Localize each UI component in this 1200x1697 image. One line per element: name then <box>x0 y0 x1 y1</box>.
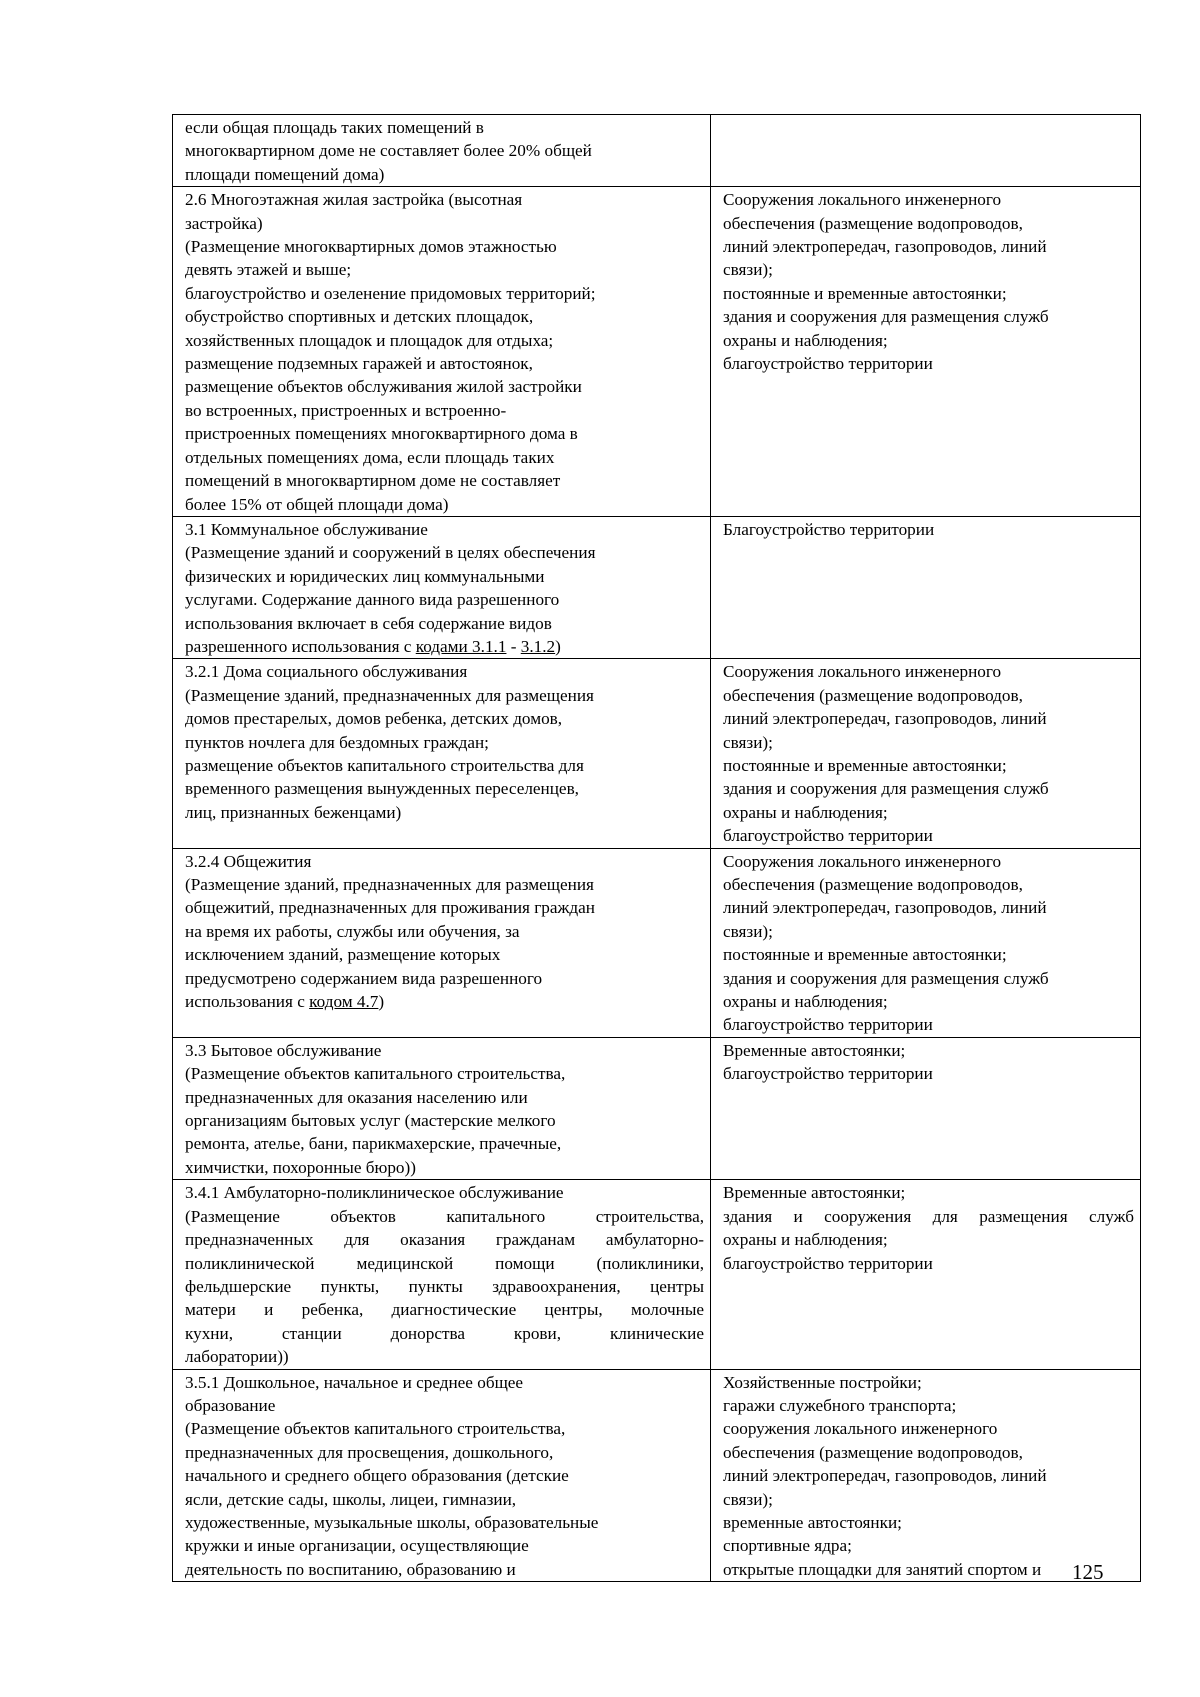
auxiliary-use-cell <box>711 848 1141 1037</box>
cell-text-line: благоустройство территории <box>723 354 933 374</box>
cell-text-line: открытые площадки для занятий спортом и <box>723 1559 1042 1579</box>
cell-text-line: постоянные и временные автостоянки; <box>723 283 1007 303</box>
land-use-type-cell <box>173 187 711 517</box>
cell-text-fragment: разрешенного использования с <box>185 636 416 656</box>
cell-text-line: поликлинической медицинской помощи (поликлиники, <box>185 1253 704 1273</box>
cell-text-line: временного размещения вынужденных переселенцев, <box>185 779 579 799</box>
cell-text-line: девять этажей и выше; <box>185 260 352 280</box>
cell-text-fragment: ) <box>378 992 385 1012</box>
cell-text-line: охраны и наблюдения; <box>723 992 888 1012</box>
cell-text-line: деятельность по воспитанию, образованию и <box>185 1559 516 1579</box>
cell-text-fragment: - <box>506 636 521 656</box>
table-row <box>173 659 1141 848</box>
auxiliary-use-cell <box>711 1037 1141 1179</box>
cell-text-line: здания и сооружения для размещения служб <box>723 968 1049 988</box>
cell-text-line: предназначенных для просвещения, дошкольного, <box>185 1442 554 1462</box>
cell-text-line: 3.5.1 Дошкольное, начальное и среднее общее <box>185 1372 524 1392</box>
cell-text-line: пунктов ночлега для бездомных граждан; <box>185 732 489 752</box>
cell-text-line: обеспечения (размещение водопроводов, <box>723 1442 1023 1462</box>
cell-text-line: 3.4.1 Амбулаторно-поликлиническое обслуживание <box>185 1183 564 1203</box>
cell-text-line: если общая площадь таких помещений в <box>185 118 484 137</box>
land-use-type-cell <box>173 848 711 1037</box>
cell-text-line: домов престарелых, домов ребенка, детских домов, <box>185 709 563 729</box>
cell-text-line: благоустройство территории <box>723 1064 933 1084</box>
auxiliary-use-cell <box>711 1180 1141 1369</box>
cell-text-line: Хозяйственные постройки; <box>723 1372 922 1392</box>
cell-text-line: гаражи служебного транспорта; <box>723 1395 957 1415</box>
cell-text-fragment: использования с <box>185 992 310 1012</box>
cell-text-line: (Размещение объектов капитального строительства, <box>185 1064 566 1084</box>
cell-text-line: обеспечения (размещение водопроводов, <box>723 875 1023 894</box>
cell-text-line: линий электропередач, газопроводов, линий <box>723 1466 1047 1486</box>
cell-text-line: предназначенных для оказания населению или <box>185 1087 528 1107</box>
cell-text-line: на время их работы, службы или обучения, за <box>185 921 520 941</box>
cell-text-line: во встроенных, пристроенных и встроенно- <box>185 400 507 420</box>
land-use-type-cell <box>173 516 711 658</box>
cell-text-line: благоустройство территории <box>723 1253 933 1273</box>
code-reference-link[interactable]: кодом 4.7 <box>309 992 379 1012</box>
cell-text-line: матери и ребенка, диагностические центры, молочные <box>185 1300 704 1320</box>
land-use-type-cell <box>173 1180 711 1369</box>
table-body <box>173 115 1141 1582</box>
cell-text-line: общежитий, предназначенных для проживания граждан <box>185 898 595 918</box>
cell-text-line: 2.6 Многоэтажная жилая застройка (высотная <box>185 190 523 210</box>
cell-text-line: размещение подземных гаражей и автостоянок, <box>185 354 533 374</box>
table-row <box>173 115 1141 187</box>
cell-text-line: здания и сооружения для размещения служб <box>723 1206 1134 1226</box>
cell-text-line: химчистки, похоронные бюро)) <box>185 1157 416 1177</box>
auxiliary-use-cell <box>711 659 1141 848</box>
cell-text-line: Временные автостоянки; <box>723 1040 906 1060</box>
cell-text-line: фельдшерские пункты, пункты здравоохранения, центры <box>185 1276 704 1296</box>
cell-text-line: застройка) <box>185 213 263 233</box>
cell-text-line: 3.1 Коммунальное обслуживание <box>185 519 428 539</box>
cell-text-line: постоянные и временные автостоянки; <box>723 945 1007 965</box>
cell-text-line: образование <box>185 1395 276 1415</box>
cell-text-line: помещений в многоквартирном доме не составляет <box>185 471 561 491</box>
regulations-table <box>172 114 1141 1582</box>
cell-text-line: хозяйственных площадок и площадок для отдыха; <box>185 330 554 350</box>
cell-text-line: спортивные ядра; <box>723 1536 852 1556</box>
cell-text-line: благоустройство и озеленение придомовых территорий; <box>185 283 596 303</box>
cell-text-line <box>185 635 704 658</box>
cell-text-line: кружки и иные организации, осуществляющие <box>185 1536 529 1556</box>
cell-text-line: 3.2.1 Дома социального обслуживания <box>185 662 468 682</box>
cell-text-fragment: ) <box>555 636 561 656</box>
cell-text-line <box>185 990 704 1013</box>
cell-text-line: многоквартирном доме не составляет более 20% общей <box>185 141 592 161</box>
table-row <box>173 1180 1141 1369</box>
cell-text-line: охраны и наблюдения; <box>723 330 888 350</box>
land-use-type-cell <box>173 659 711 848</box>
code-reference-link[interactable]: 3.1.2 <box>520 636 556 656</box>
cell-text-line: пристроенных помещениях многоквартирного дома в <box>185 424 578 444</box>
cell-text-line: охраны и наблюдения; <box>723 802 888 822</box>
cell-text-line: постоянные и временные автостоянки; <box>723 755 1007 775</box>
cell-text-line: обеспечения (размещение водопроводов, <box>723 213 1023 233</box>
auxiliary-use-cell <box>711 115 1141 187</box>
table-row <box>173 1037 1141 1179</box>
cell-text-line: линий электропередач, газопроводов, линий <box>723 237 1047 257</box>
cell-text-line: Благоустройство территории <box>723 519 935 539</box>
cell-text-line: ремонта, ателье, бани, парикмахерские, прачечные, <box>185 1134 562 1154</box>
cell-text-line: начального и среднего общего образования (детские <box>185 1466 569 1486</box>
page-number: 125 <box>1072 1560 1104 1584</box>
cell-text-line: (Размещение зданий, предназначенных для размещения <box>185 685 594 705</box>
cell-text-line: линий электропередач, газопроводов, линий <box>723 898 1047 918</box>
cell-text-line: связи); <box>723 921 773 941</box>
cell-text-line: площади помещений дома) <box>185 164 385 184</box>
cell-text-line: 3.2.4 Общежития <box>185 851 312 871</box>
cell-text-line: кухни, станции донорства крови, клинические <box>185 1323 704 1343</box>
cell-text-line: более 15% от общей площади дома) <box>185 494 449 514</box>
cell-text-line: здания и сооружения для размещения служб <box>723 779 1049 799</box>
cell-text-line: (Размещение зданий, предназначенных для размещения <box>185 875 594 894</box>
cell-text-line: обеспечения (размещение водопроводов, <box>723 685 1023 705</box>
auxiliary-use-cell <box>711 516 1141 658</box>
cell-text-line: художественные, музыкальные школы, образовательные <box>185 1512 599 1532</box>
auxiliary-use-cell <box>711 1369 1141 1582</box>
cell-text-line: благоустройство территории <box>723 826 933 846</box>
cell-text-line: Временные автостоянки; <box>723 1183 906 1203</box>
cell-text-line: сооружения локального инженерного <box>723 1419 998 1439</box>
cell-text-line: организациям бытовых услуг (мастерские мелкого <box>185 1111 556 1131</box>
cell-text-line: размещение объектов капитального строительства для <box>185 755 584 775</box>
cell-text-line: услугами. Содержание данного вида разрешенного <box>185 590 560 610</box>
auxiliary-use-cell <box>711 187 1141 517</box>
cell-text-line: 3.3 Бытовое обслуживание <box>185 1040 382 1060</box>
cell-text-line: связи); <box>723 260 773 280</box>
table-row <box>173 848 1141 1037</box>
cell-text-line: предназначенных для оказания гражданам амбулаторно- <box>185 1230 704 1250</box>
cell-text-line: лаборатории)) <box>185 1347 289 1367</box>
cell-text-line: временные автостоянки; <box>723 1512 902 1532</box>
cell-text-line: Сооружения локального инженерного <box>723 662 1002 682</box>
cell-text-line: (Размещение зданий и сооружений в целях обеспечения <box>185 543 596 563</box>
cell-text-line: обустройство спортивных и детских площадок, <box>185 307 534 327</box>
cell-text-line: благоустройство территории <box>723 1015 933 1035</box>
code-reference-link[interactable]: кодами 3.1.1 <box>415 636 507 656</box>
cell-text-line: отдельных помещениях дома, если площадь таких <box>185 447 555 467</box>
cell-text-line: (Размещение объектов капитального строительства, <box>185 1419 566 1439</box>
cell-text-line: Сооружения локального инженерного <box>723 851 1002 871</box>
cell-text-line: ясли, детские сады, школы, лицеи, гимназии, <box>185 1489 517 1509</box>
cell-text-line: связи); <box>723 1489 773 1509</box>
land-use-type-cell <box>173 115 711 187</box>
cell-text-line: Сооружения локального инженерного <box>723 190 1002 210</box>
table-row <box>173 516 1141 658</box>
cell-text-line: линий электропередач, газопроводов, линий <box>723 709 1047 729</box>
cell-text-line: использования включает в себя содержание видов <box>185 613 552 633</box>
cell-text-line: предусмотрено содержанием вида разрешенного <box>185 968 543 988</box>
land-use-type-cell <box>173 1369 711 1582</box>
cell-text-line: исключением зданий, размещение которых <box>185 945 501 965</box>
cell-text-line: физических и юридических лиц коммунальными <box>185 566 545 586</box>
table-row <box>173 187 1141 517</box>
table-row <box>173 1369 1141 1582</box>
cell-text-line: (Размещение объектов капитального строительства, <box>185 1206 704 1226</box>
cell-text-line: (Размещение многоквартирных домов этажностью <box>185 237 557 257</box>
cell-text-line: здания и сооружения для размещения служб <box>723 307 1049 327</box>
cell-text-line: размещение объектов обслуживания жилой застройки <box>185 377 582 397</box>
cell-text-line: лиц, признанных беженцами) <box>185 802 402 822</box>
cell-text-line: связи); <box>723 732 773 752</box>
land-use-type-cell <box>173 1037 711 1179</box>
cell-text-line: охраны и наблюдения; <box>723 1230 888 1250</box>
